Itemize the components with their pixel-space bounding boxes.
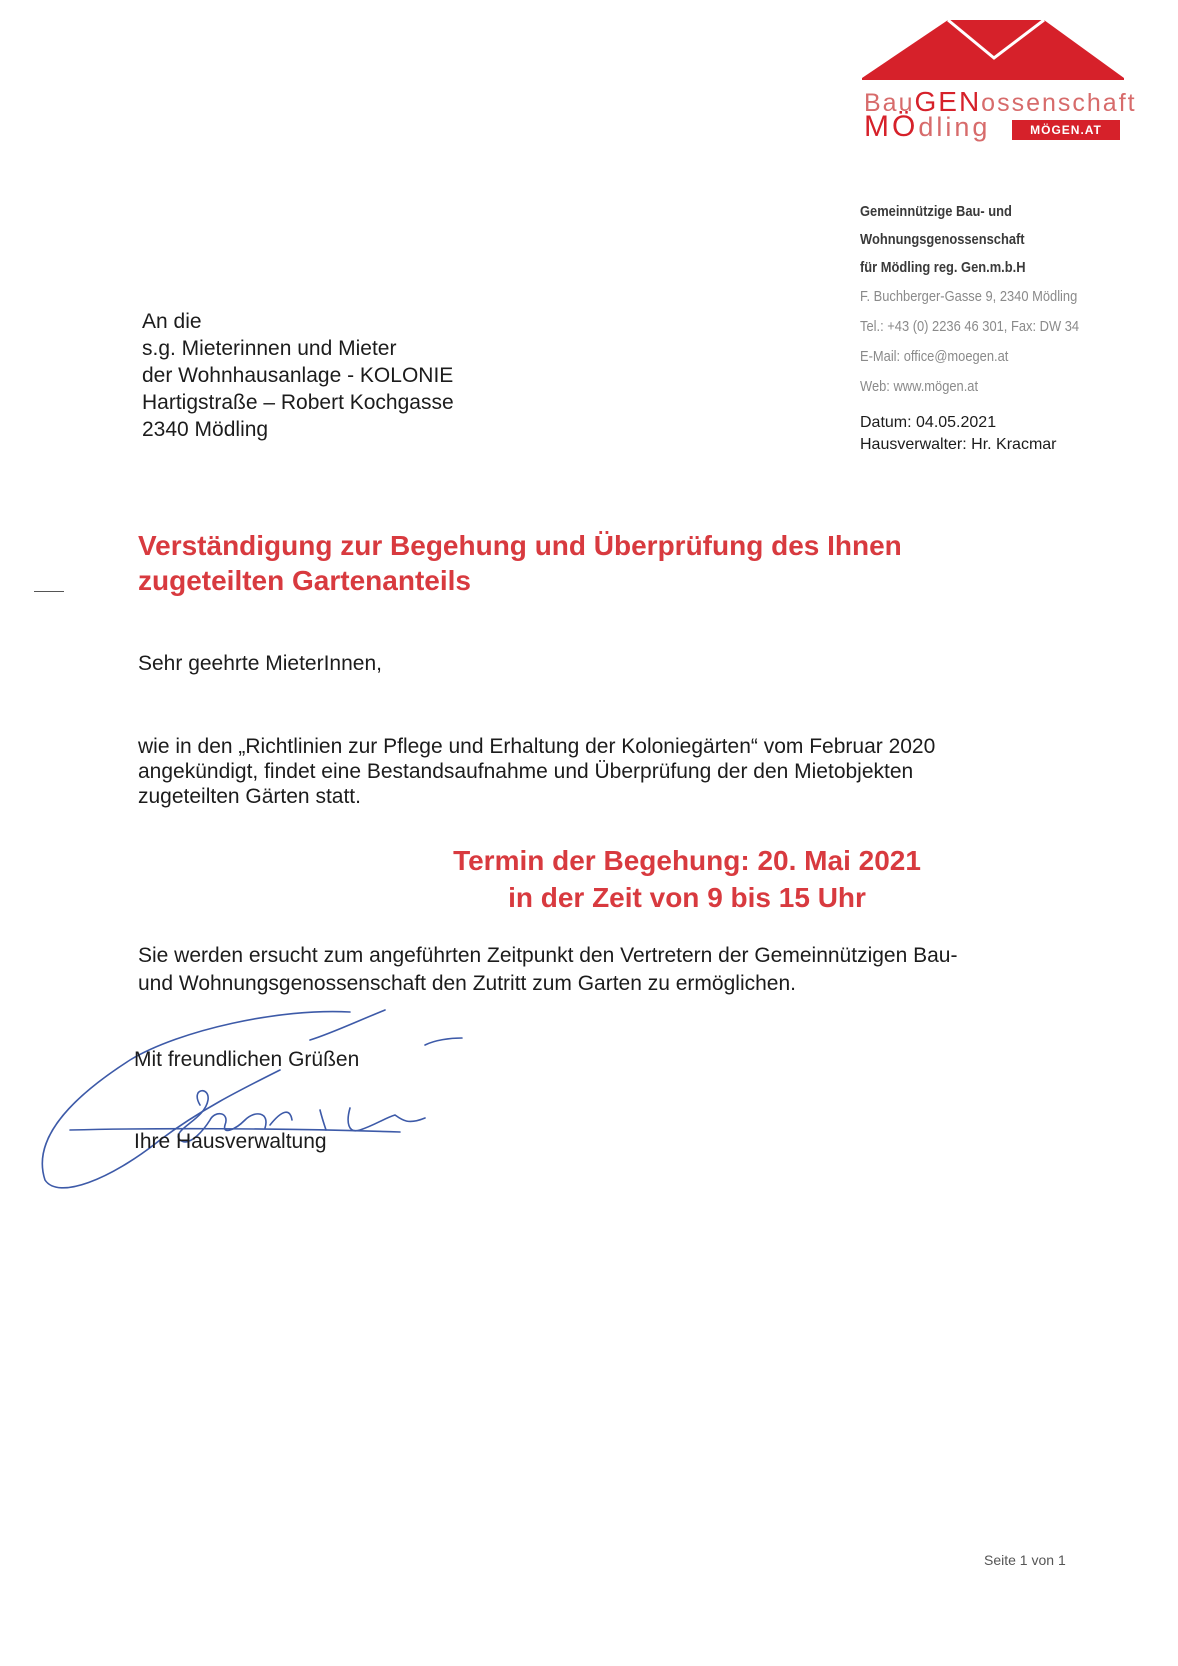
paragraph-line: zugeteilten Gärten statt. [138, 785, 361, 808]
company-logo [862, 18, 1137, 148]
paragraph-line: Sie werden ersucht zum angeführten Zeitpunkt den Vertretern der Gemeinnützigen Bau- [138, 944, 958, 967]
contact-web: Web: www.mögen.at [860, 378, 979, 395]
org-line: Wohnungsgenossenschaft [860, 231, 1025, 248]
letter-date: Datum: 04.05.2021 [860, 414, 997, 431]
closing-phrase: Mit freundlichen Grüßen [134, 1048, 360, 1071]
letter-subject [138, 528, 902, 598]
appointment-notice [0, 842, 1178, 916]
contact-address: F. Buchberger-Gasse 9, 2340 Mödling [860, 288, 1078, 305]
address-line: 2340 Mödling [142, 418, 269, 441]
handwritten-signature [30, 1000, 470, 1200]
organisation-info [860, 198, 1118, 402]
date-block [860, 412, 1057, 456]
address-line: An die [142, 310, 202, 333]
logo-text-line1: BauGENossenschaft [864, 86, 1137, 117]
paragraph-line: angekündigt, findet eine Bestandsaufnahme und Überprüfung der den Mietobjekten [138, 760, 914, 783]
contact-email: E-Mail: office@moegen.at [860, 348, 1009, 365]
subject-line: Verständigung zur Begehung und Überprüfung des Ihnen [138, 530, 902, 561]
org-line: für Mödling reg. Gen.m.b.H [860, 259, 1026, 276]
roof-icon [862, 18, 1124, 88]
appointment-date: Termin der Begehung: 20. Mai 2021 [453, 845, 921, 876]
address-line: Hartigstraße – Robert Kochgasse [142, 391, 454, 414]
logo-badge: MÖGEN.AT [1012, 120, 1120, 140]
paragraph-line: und Wohnungsgenossenschaft den Zutritt zum Garten zu ermöglichen. [138, 972, 796, 995]
body-paragraph-2 [138, 942, 957, 998]
org-line: Gemeinnützige Bau- und [860, 203, 1012, 220]
address-line: der Wohnhausanlage - KOLONIE [142, 364, 454, 387]
salutation: Sehr geehrte MieterInnen, [138, 652, 382, 675]
property-manager: Hausverwalter: Hr. Kracmar [860, 436, 1057, 453]
signatory: Ihre Hausverwaltung [134, 1130, 327, 1153]
logo-text-line2: MÖdling [864, 110, 991, 143]
fold-mark [34, 591, 64, 592]
appointment-time: in der Zeit von 9 bis 15 Uhr [508, 882, 866, 913]
paragraph-line: wie in den „Richtlinien zur Pflege und Erhaltung der Koloniegärten“ vom Februar 2020 [138, 735, 936, 758]
subject-line: zugeteilten Gartenanteils [138, 565, 471, 596]
recipient-address [142, 308, 454, 443]
address-line: s.g. Mieterinnen und Mieter [142, 337, 397, 360]
body-paragraph-1 [138, 734, 935, 809]
page-number: Seite 1 von 1 [984, 1552, 1066, 1568]
contact-phone: Tel.: +43 (0) 2236 46 301, Fax: DW 34 [860, 318, 1080, 335]
